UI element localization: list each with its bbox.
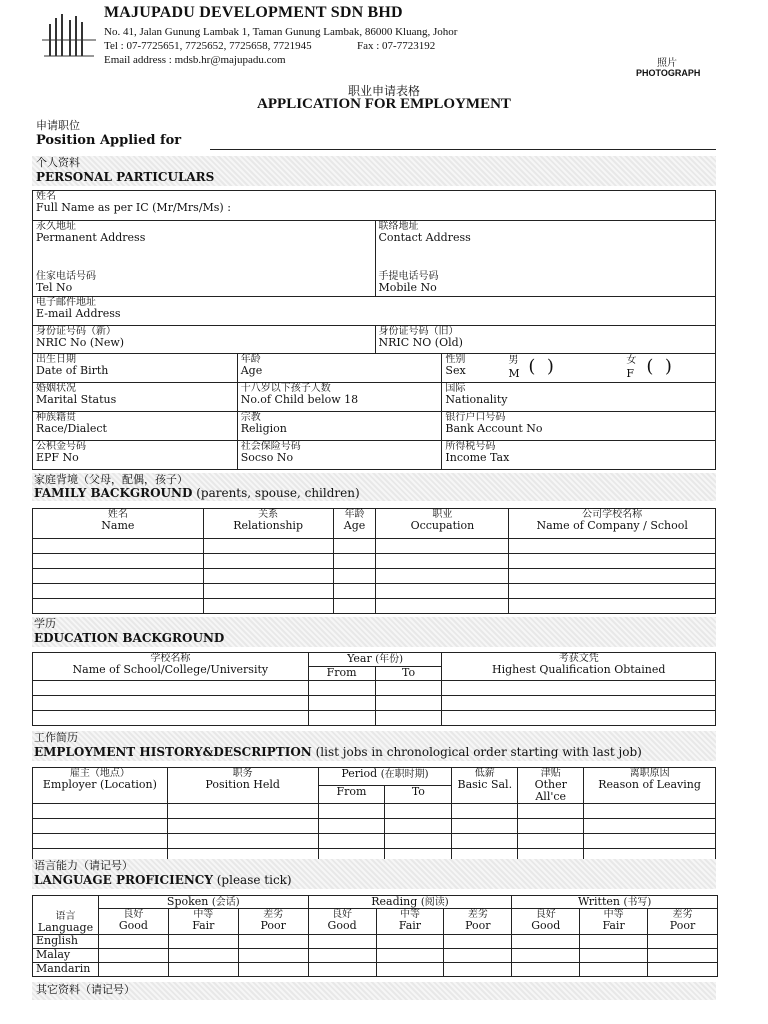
emp-col-period: Period (在职时期) (318, 768, 452, 786)
company-name: MAJUPADU DEVELOPMENT SDN BHD (104, 4, 403, 21)
table-row[interactable] (33, 819, 716, 834)
lang-group-reading: Reading (阅读) (308, 896, 512, 909)
lang-level-fair: 中等 Fair (580, 909, 648, 935)
employment-heading: EMPLOYMENT HISTORY&DESCRIPTION (list jobs in chronological order starting with last job) (34, 745, 642, 759)
language-table (32, 895, 718, 977)
position-label: Position Applied for (36, 133, 182, 148)
table-row[interactable] (33, 834, 716, 849)
page-title: APPLICATION FOR EMPLOYMENT (257, 96, 511, 112)
epf-field[interactable]: 公积金号码 EPF No (33, 441, 238, 470)
language-heading-cn: 语言能力（请记号） (34, 859, 133, 872)
family-col-occupation: 职业 Occupation (376, 509, 509, 539)
race-field[interactable]: 种族籍贯 Race/Dialect (33, 412, 238, 441)
lang-col-language: 语言 Language (33, 896, 99, 935)
table-row[interactable] (33, 539, 716, 554)
lang-level-poor: 差劣 Poor (444, 909, 512, 935)
company-tel: Tel : 07-7725651, 7725652, 7725658, 7721945 (104, 40, 312, 52)
table-row[interactable] (33, 681, 716, 696)
table-row[interactable] (33, 696, 716, 711)
family-header-row (33, 509, 716, 539)
personal-heading: PERSONAL PARTICULARS (36, 170, 215, 184)
lang-group-spoken: Spoken (会话) (98, 896, 308, 909)
table-row[interactable] (33, 963, 718, 977)
family-col-age: 年龄 Age (333, 509, 376, 539)
emp-col-to: To (385, 786, 452, 804)
lang-level-fair: 中等 Fair (168, 909, 238, 935)
table-row[interactable] (33, 599, 716, 614)
lang-level-poor: 差劣 Poor (238, 909, 308, 935)
table-row[interactable] (33, 949, 718, 963)
emp-col-salary: 低薪 Basic Sal. (452, 768, 518, 804)
personal-table-2 (32, 353, 716, 470)
title-cn: 职业申请表格 (347, 84, 420, 98)
lang-row-label: Mandarin (33, 963, 99, 977)
lang-level-poor: 差劣 Poor (648, 909, 718, 935)
edu-col-from: From (308, 667, 375, 681)
sex-male-checkbox[interactable]: ( ) (528, 356, 554, 377)
photo-label: PHOTOGRAPH (636, 68, 701, 78)
bank-account-field[interactable]: 银行户口号码 Bank Account No (442, 412, 716, 441)
language-heading: LANGUAGE PROFICIENCY (please tick) (34, 873, 292, 887)
edu-col-school: 学校名称 Name of School/College/University (33, 653, 309, 681)
lang-row-label: Malay (33, 949, 99, 963)
sex-female-checkbox[interactable]: ( ) (646, 356, 672, 377)
table-row[interactable] (33, 584, 716, 599)
family-col-name: 姓名 Name (33, 509, 204, 539)
table-row[interactable] (33, 711, 716, 726)
personal-heading-cn: 个人资料 (36, 156, 80, 169)
employment-table (32, 767, 716, 864)
education-table (32, 652, 716, 726)
family-col-company: 公司学校名称 Name of Company / School (509, 509, 716, 539)
company-fax: Fax : 07-7723192 (357, 40, 436, 52)
children-field[interactable]: 十八岁以下孩子人数 No.of Child below 18 (237, 383, 442, 412)
edu-col-qualification: 考获文凭 Highest Qualification Obtained (442, 653, 716, 681)
emp-col-from: From (318, 786, 385, 804)
position-label-cn: 申请职位 (36, 119, 80, 132)
emp-col-reason: 离职原因 Reason of Leaving (584, 768, 716, 804)
socso-field[interactable]: 社会保险号码 Socso No (237, 441, 442, 470)
lang-row-label: English (33, 935, 99, 949)
table-row[interactable] (33, 935, 718, 949)
sex-field: 性别 Sex 男 M ( ) 女 F ( ) (442, 354, 716, 383)
permanent-address-field[interactable]: 永久地址 Permanent Address 住家电话号码 Tel No (33, 221, 376, 297)
nric-new-field[interactable]: 身份证号码（新） NRIC No (New) (33, 326, 376, 354)
education-heading-cn: 学历 (34, 617, 56, 630)
photo-label-cn: 照片 (657, 58, 677, 69)
position-field[interactable] (210, 148, 716, 150)
full-name-field[interactable]: 姓名 Full Name as per IC (Mr/Mrs/Ms) : (33, 191, 716, 221)
contact-address-field[interactable]: 联络地址 Contact Address 手提电话号码 Mobile No (375, 221, 716, 297)
lang-group-written: Written (书写) (512, 896, 718, 909)
lang-level-good: 良好 Good (308, 909, 376, 935)
family-heading: FAMILY BACKGROUND (parents, spouse, children) (34, 486, 360, 500)
nationality-field[interactable]: 国际 Nationality (442, 383, 716, 412)
religion-field[interactable]: 宗教 Religion (237, 412, 442, 441)
emp-col-position: 职务 Position Held (167, 768, 318, 804)
family-heading-cn: 家庭背境（父母，配偶，孩子） (34, 473, 188, 486)
family-table (32, 508, 716, 614)
education-heading: EDUCATION BACKGROUND (34, 631, 225, 645)
table-row[interactable] (33, 554, 716, 569)
table-row[interactable] (33, 804, 716, 819)
company-email: Email address : mdsb.hr@majupadu.com (104, 54, 286, 66)
emp-col-employer: 雇主（地点） Employer (Location) (33, 768, 168, 804)
nric-old-field[interactable]: 身份证号码（旧） NRIC NO (Old) (375, 326, 716, 354)
edu-col-to: To (375, 667, 442, 681)
company-address: No. 41, Jalan Gunung Lambak 1, Taman Gunung Lambak, 86000 Kluang, Johor (104, 26, 458, 38)
dob-field[interactable]: 出生日期 Date of Birth (33, 354, 238, 383)
email-field[interactable]: 电子邮件地址 E-mail Address (33, 297, 716, 326)
marital-status-field[interactable]: 婚姻状况 Marital Status (33, 383, 238, 412)
employment-heading-cn: 工作简历 (34, 731, 78, 744)
others-heading-cn: 其它资料（请记号） (36, 983, 135, 996)
table-row[interactable] (33, 569, 716, 584)
edu-col-year: Year (年份) (308, 653, 442, 667)
income-tax-field[interactable]: 所得税号码 Income Tax (442, 441, 716, 470)
family-col-relationship: 关系 Relationship (203, 509, 333, 539)
lang-level-good: 良好 Good (98, 909, 168, 935)
lang-level-good: 良好 Good (512, 909, 580, 935)
personal-table (32, 190, 716, 354)
emp-col-allowance: 津贴 Other All'ce (518, 768, 584, 804)
lang-level-fair: 中等 Fair (376, 909, 444, 935)
age-field[interactable]: 年龄 Age (237, 354, 442, 383)
company-logo (40, 6, 98, 66)
